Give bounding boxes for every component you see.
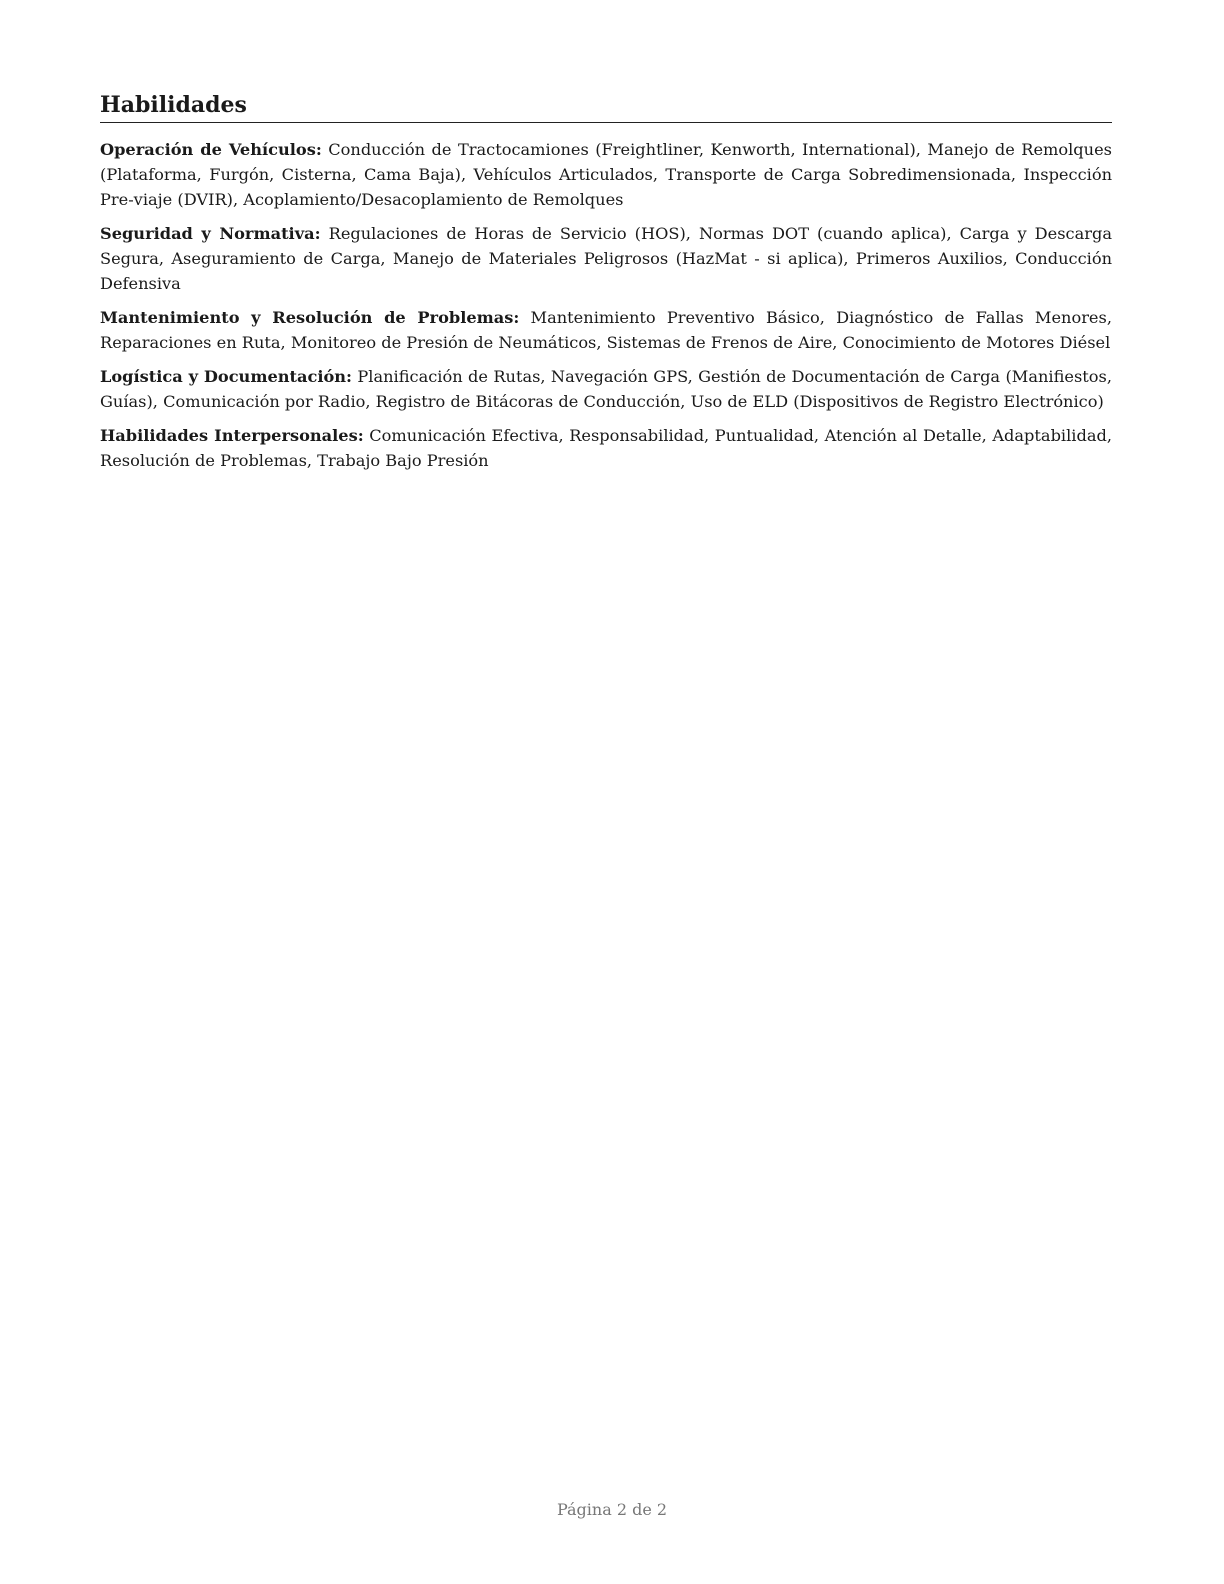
- skill-group-label: Seguridad y Normativa:: [100, 224, 321, 243]
- skill-group-mantenimiento: [100, 305, 1112, 355]
- section-title-habilidades: Habilidades: [100, 90, 1112, 123]
- skill-group-label: Logística y Documentación:: [100, 367, 353, 386]
- skill-group-label: Mantenimiento y Resolución de Problemas:: [100, 308, 520, 327]
- skill-group-logistica: [100, 364, 1112, 414]
- skill-group-label: Habilidades Interpersonales:: [100, 426, 364, 445]
- skill-group-text: Regulaciones de Horas de Servicio (HOS), Normas DOT (cuando aplica), Carga y Descarga Segura, Aseguramiento de Carga, Manejo de Materiales Peligrosos (HazMat - si aplica), Primeros Auxilios, Conducción Defensiva: [100, 224, 1112, 293]
- page-number-footer: Página 2 de 2: [556, 1500, 668, 1519]
- skills-list: [100, 137, 1112, 473]
- skill-group-text: Mantenimiento Preventivo Básico, Diagnóstico de Fallas Menores, Reparaciones en Ruta, Monitoreo de Presión de Neumáticos, Sistemas de Frenos de Aire, Conocimiento de Motores Diésel: [100, 308, 1112, 352]
- skill-group-interpersonales: [100, 423, 1112, 473]
- document-page: [100, 90, 1112, 473]
- skill-group-text: Planificación de Rutas, Navegación GPS, Gestión de Documentación de Carga (Manifiestos, Guías), Comunicación por Radio, Registro de Bitácoras de Conducción, Uso de ELD (Dispositivos de Registro Electrónico): [100, 367, 1112, 411]
- skill-group-operacion-vehiculos: [100, 137, 1112, 212]
- skill-group-label: Operación de Vehículos:: [100, 140, 322, 159]
- skill-group-text: Comunicación Efectiva, Responsabilidad, Puntualidad, Atención al Detalle, Adaptabilidad, Resolución de Problemas, Trabajo Bajo Presión: [100, 426, 1112, 470]
- skill-group-seguridad-normativa: [100, 221, 1112, 296]
- skill-group-text: Conducción de Tractocamiones (Freightliner, Kenworth, International), Manejo de Remolques (Plataforma, Furgón, Cisterna, Cama Baja), Vehículos Articulados, Transporte de Carga Sobredimensionada, Inspección Pre-viaje (DVIR), Acoplamiento/Desacoplamiento de Remolques: [100, 140, 1112, 209]
